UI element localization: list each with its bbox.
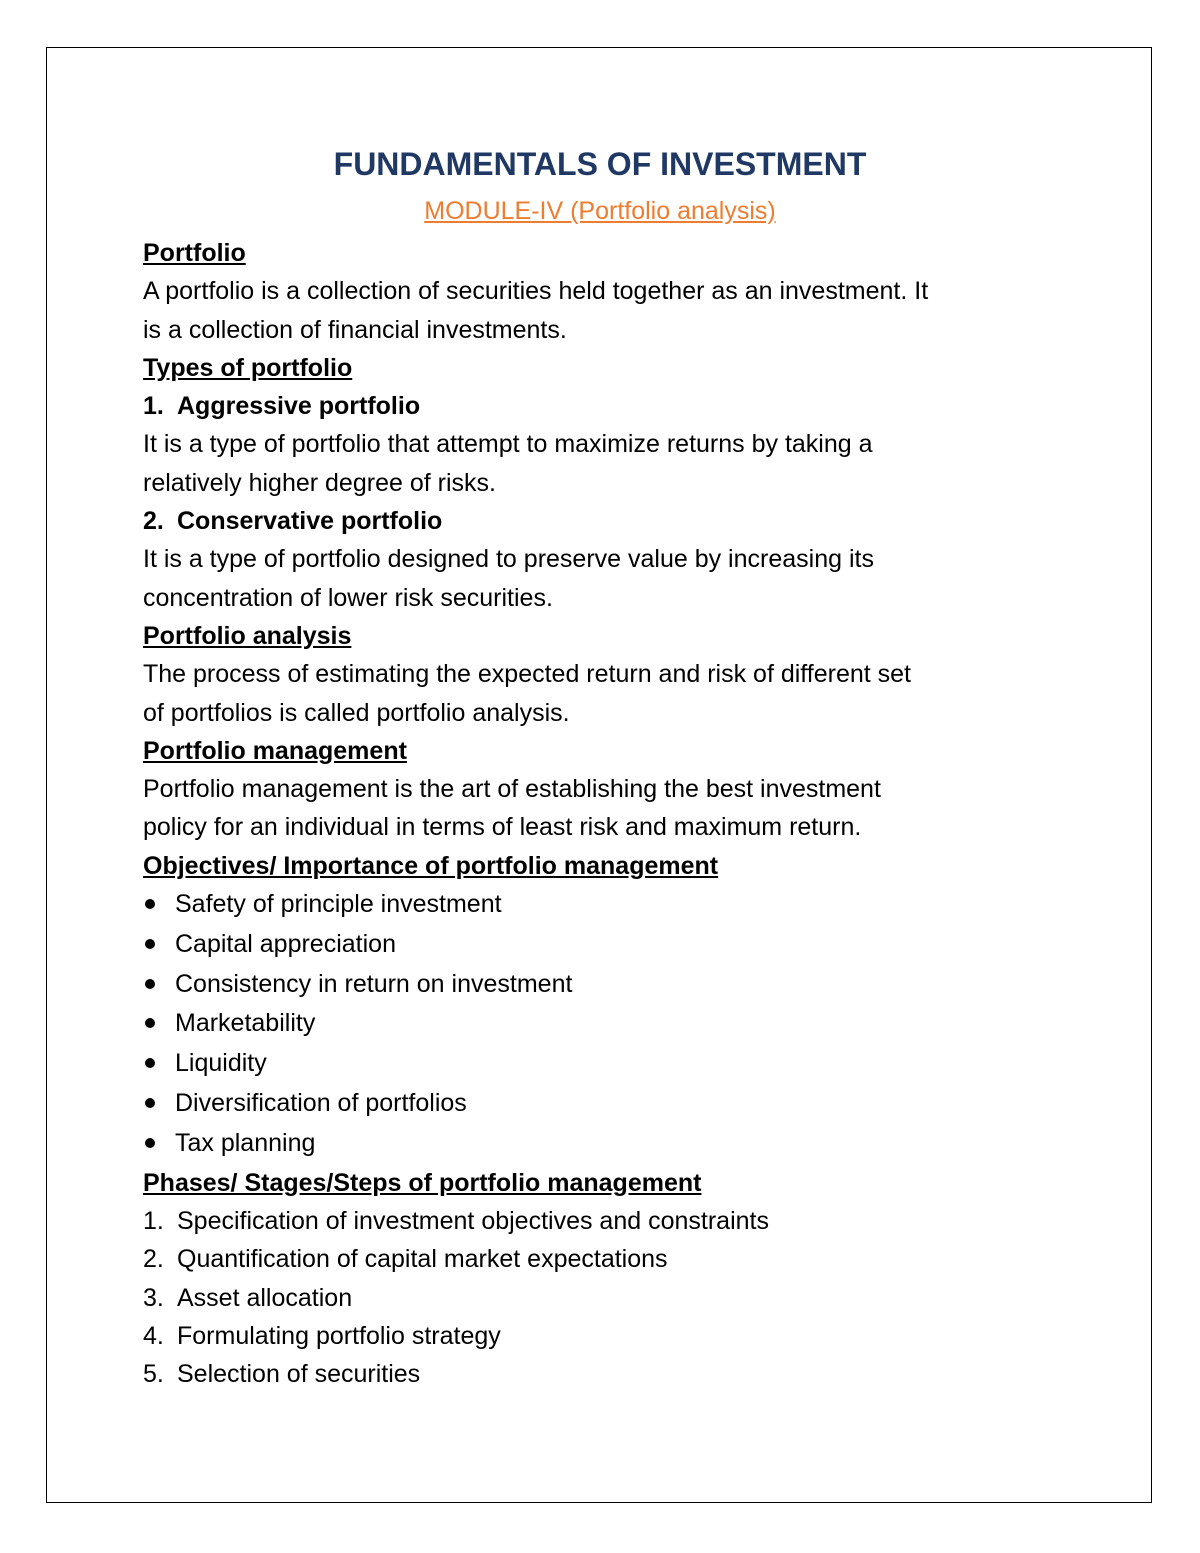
type-item-label: Conservative portfolio: [177, 507, 443, 536]
list-item: Consistency in return on investment: [143, 965, 1083, 1005]
list-item: Capital appreciation: [143, 925, 1083, 965]
bullet-icon: [145, 899, 155, 909]
paragraph-line: It is a type of portfolio designed to preserve value by increasing its: [143, 545, 874, 574]
list-item: 2. Quantification of capital market expectations: [143, 1245, 668, 1274]
heading-objectives: Objectives/ Importance of portfolio management: [143, 851, 719, 880]
list-item: Marketability: [143, 1004, 1083, 1044]
list-item: 4. Formulating portfolio strategy: [143, 1321, 501, 1350]
bullet-icon: [145, 979, 155, 989]
paragraph-line: It is a type of portfolio that attempt to maximize returns by taking a: [143, 430, 873, 459]
heading-portfolio-analysis: Portfolio analysis: [143, 621, 352, 650]
type-item-title: [143, 502, 1083, 540]
document-title: FUNDAMENTALS OF INVESTMENT: [333, 146, 867, 182]
bullet-icon: [145, 1018, 155, 1028]
paragraph-line: concentration of lower risk securities.: [143, 583, 553, 612]
paragraph-line: is a collection of financial investments.: [143, 315, 567, 344]
paragraph-line: policy for an individual in terms of least risk and maximum return.: [143, 813, 862, 842]
document-body: [143, 140, 1083, 1393]
module-subtitle: MODULE-IV (Portfolio analysis): [424, 197, 776, 225]
heading-portfolio-management: Portfolio management: [143, 736, 407, 765]
heading-phases: Phases/ Stages/Steps of portfolio management: [143, 1168, 702, 1197]
list-item: Safety of principle investment: [143, 885, 1083, 925]
paragraph-line: relatively higher degree of risks.: [143, 468, 496, 497]
phases-list: [143, 1202, 1083, 1393]
paragraph-line: A portfolio is a collection of securities held together as an investment. It: [143, 277, 929, 306]
list-item: Diversification of portfolios: [143, 1084, 1083, 1124]
list-item: Liquidity: [143, 1044, 1083, 1084]
bullet-icon: [145, 1058, 155, 1068]
bullet-icon: [145, 1098, 155, 1108]
list-item: Tax planning: [143, 1124, 1083, 1164]
list-item: 3. Asset allocation: [143, 1283, 353, 1312]
paragraph-line: Portfolio management is the art of establishing the best investment: [143, 775, 881, 804]
list-item: 5. Selection of securities: [143, 1360, 421, 1389]
objectives-list: [143, 885, 1083, 1164]
bullet-icon: [145, 939, 155, 949]
list-item: 1. Specification of investment objectives and constraints: [143, 1206, 769, 1235]
type-item-label: Aggressive portfolio: [177, 392, 421, 421]
type-item-number: 1.: [143, 392, 164, 421]
heading-types-of-portfolio: Types of portfolio: [143, 353, 353, 382]
type-item-number: 2.: [143, 507, 164, 536]
heading-portfolio: Portfolio: [143, 239, 246, 267]
type-item-title: [143, 387, 1083, 425]
bullet-icon: [145, 1138, 155, 1148]
paragraph-line: of portfolios is called portfolio analysis.: [143, 698, 570, 727]
paragraph-line: The process of estimating the expected return and risk of different set: [143, 660, 912, 689]
